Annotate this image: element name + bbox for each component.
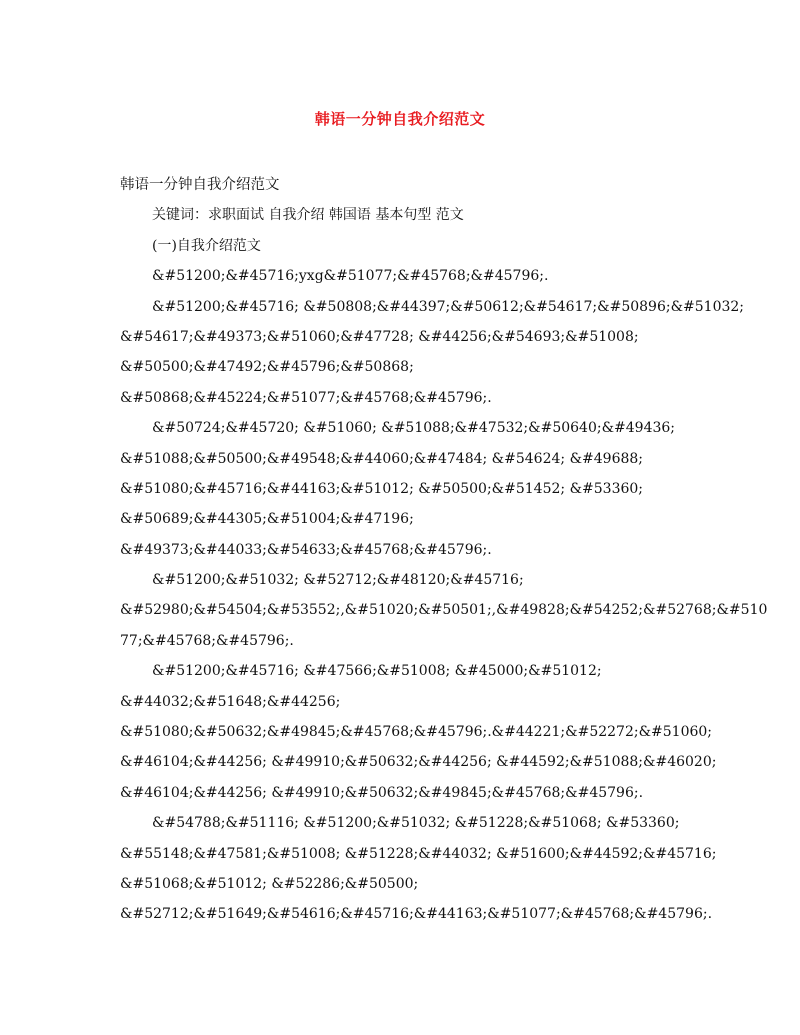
paragraph-line: &#52712;&#51649;&#54616;&#45716;&#44163;&#51077;&#45768;&#45796;.	[120, 906, 713, 923]
paragraph-line: &#51088;&#50500;&#49548;&#44060;&#47484; &#54624; &#49688;	[120, 450, 644, 467]
paragraph-line: &#54788;&#51116; &#51200;&#51032; &#51228;&#51068; &#53360;	[152, 815, 680, 832]
paragraph-line: &#50689;&#44305;&#51004;&#47196;	[120, 511, 414, 528]
paragraph-line: &#49373;&#44033;&#54633;&#45768;&#45796;.	[120, 541, 492, 558]
document-subtitle: 韩语一分钟自我介绍范文	[120, 177, 280, 193]
document-body	[120, 170, 768, 930]
paragraph-line: &#46104;&#44256; &#49910;&#50632;&#49845;&#45768;&#45796;.	[120, 784, 644, 801]
paragraph-line: &#54617;&#49373;&#51060;&#47728; &#44256;&#54693;&#51008;	[120, 328, 639, 345]
paragraph-line: &#46104;&#44256; &#49910;&#50632;&#44256; &#44592;&#51088;&#46020;	[120, 754, 717, 771]
paragraph-line: 77;&#45768;&#45796;.	[120, 632, 294, 649]
paragraph-line: &#51200;&#45716; &#50808;&#44397;&#50612;&#54617;&#50896;&#51032;	[152, 298, 745, 315]
paragraph-line: &#55148;&#47581;&#51008; &#51228;&#44032; &#51600;&#44592;&#45716;	[120, 845, 717, 862]
paragraph-line: &#51200;&#45716; &#47566;&#51008; &#45000;&#51012;	[152, 663, 602, 680]
paragraph-line: &#51200;&#45716;yxg&#51077;&#45768;&#45796;.	[152, 268, 549, 285]
paragraph-line: &#51068;&#51012; &#52286;&#50500;	[120, 875, 419, 892]
paragraph-line: &#51080;&#50632;&#49845;&#45768;&#45796;.&#44221;&#52272;&#51060;	[120, 724, 713, 741]
document-title: 韩语一分钟自我介绍范文	[314, 110, 486, 128]
keywords-line: 关键词：求职面试 自我介绍 韩国语 基本句型 范文	[152, 207, 464, 224]
paragraph-line: &#50724;&#45720; &#51060; &#51088;&#47532;&#50640;&#49436;	[152, 420, 676, 437]
paragraph-line: &#50868;&#45224;&#51077;&#45768;&#45796;.	[120, 389, 492, 406]
section-heading: (一)自我介绍范文	[152, 237, 261, 254]
paragraph-line: &#50500;&#47492;&#45796;&#50868;	[120, 359, 414, 376]
paragraph-line: &#51080;&#45716;&#44163;&#51012; &#50500;&#51452; &#53360;	[120, 480, 644, 497]
paragraph-line: &#44032;&#51648;&#44256;	[120, 693, 341, 710]
paragraph-line: &#52980;&#54504;&#53552;,&#51020;&#50501;,&#49828;&#54252;&#52768;&#510	[120, 602, 768, 619]
paragraph-line: &#51200;&#51032; &#52712;&#48120;&#45716;	[152, 572, 524, 589]
